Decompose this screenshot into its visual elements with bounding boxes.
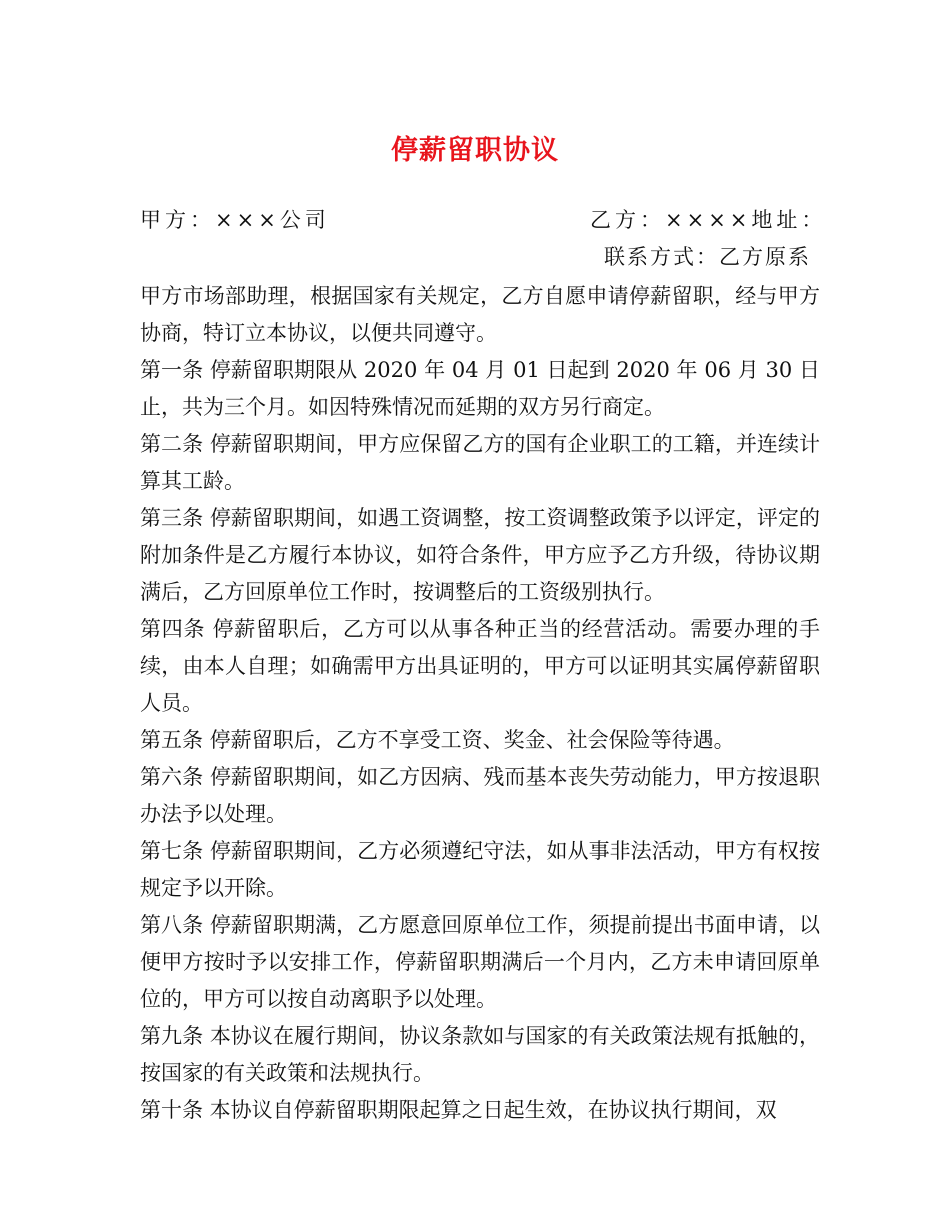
party-a-line: 甲方：×××公司 bbox=[140, 208, 330, 232]
document-title: 停薪留职协议 bbox=[391, 135, 559, 166]
agreement-body bbox=[140, 278, 820, 1129]
intro-paragraph: 甲方市场部助理，根据国家有关规定，乙方自愿申请停薪留职，经与甲方协商，特订立本协议，以便共同遵守。 bbox=[140, 284, 820, 345]
party-b-line: 乙方：××××地址： bbox=[590, 208, 827, 232]
article-1: 第一条 停薪留职期限从 2020 年 04 月 01 日起到 2020 年 06 月 30 日止，共为三个月。如因特殊情况而延期的双方另行商定。 bbox=[140, 358, 820, 419]
article-10: 第十条 本协议自停薪留职期限起算之日起生效，在协议执行期间，双 bbox=[140, 1098, 777, 1122]
article-7: 第七条 停薪留职期间，乙方必须遵纪守法，如从事非法活动，甲方有权按规定予以开除。 bbox=[140, 839, 820, 900]
article-3: 第三条 停薪留职期间，如遇工资调整，按工资调整政策予以评定，评定的附加条件是乙方履行本协议，如符合条件，甲方应予乙方升级，待协议期满后，乙方回原单位工作时，按调整后的工资级别执行。 bbox=[140, 506, 820, 604]
article-8: 第八条 停薪留职期满，乙方愿意回原单位工作，须提前提出书面申请，以便甲方按时予以安排工作，停薪留职期满后一个月内，乙方未申请回原单位的，甲方可以按自动离职予以处理。 bbox=[140, 913, 820, 1011]
article-9: 第九条 本协议在履行期间，协议条款如与国家的有关政策法规有抵触的，按国家的有关政策和法规执行。 bbox=[140, 1024, 820, 1085]
article-5: 第五条 停薪留职后，乙方不享受工资、奖金、社会保险等待遇。 bbox=[140, 728, 735, 752]
contact-line: 联系方式：乙方原系 bbox=[604, 245, 811, 269]
article-2: 第二条 停薪留职期间，甲方应保留乙方的国有企业职工的工籍，并连续计算其工龄。 bbox=[140, 432, 820, 493]
article-6: 第六条 停薪留职期间，如乙方因病、残而基本丧失劳动能力，甲方按退职办法予以处理。 bbox=[140, 765, 820, 826]
article-4: 第四条 停薪留职后，乙方可以从事各种正当的经营活动。需要办理的手续，由本人自理；如确需甲方出具证明的，甲方可以证明其实属停薪留职人员。 bbox=[140, 617, 820, 715]
